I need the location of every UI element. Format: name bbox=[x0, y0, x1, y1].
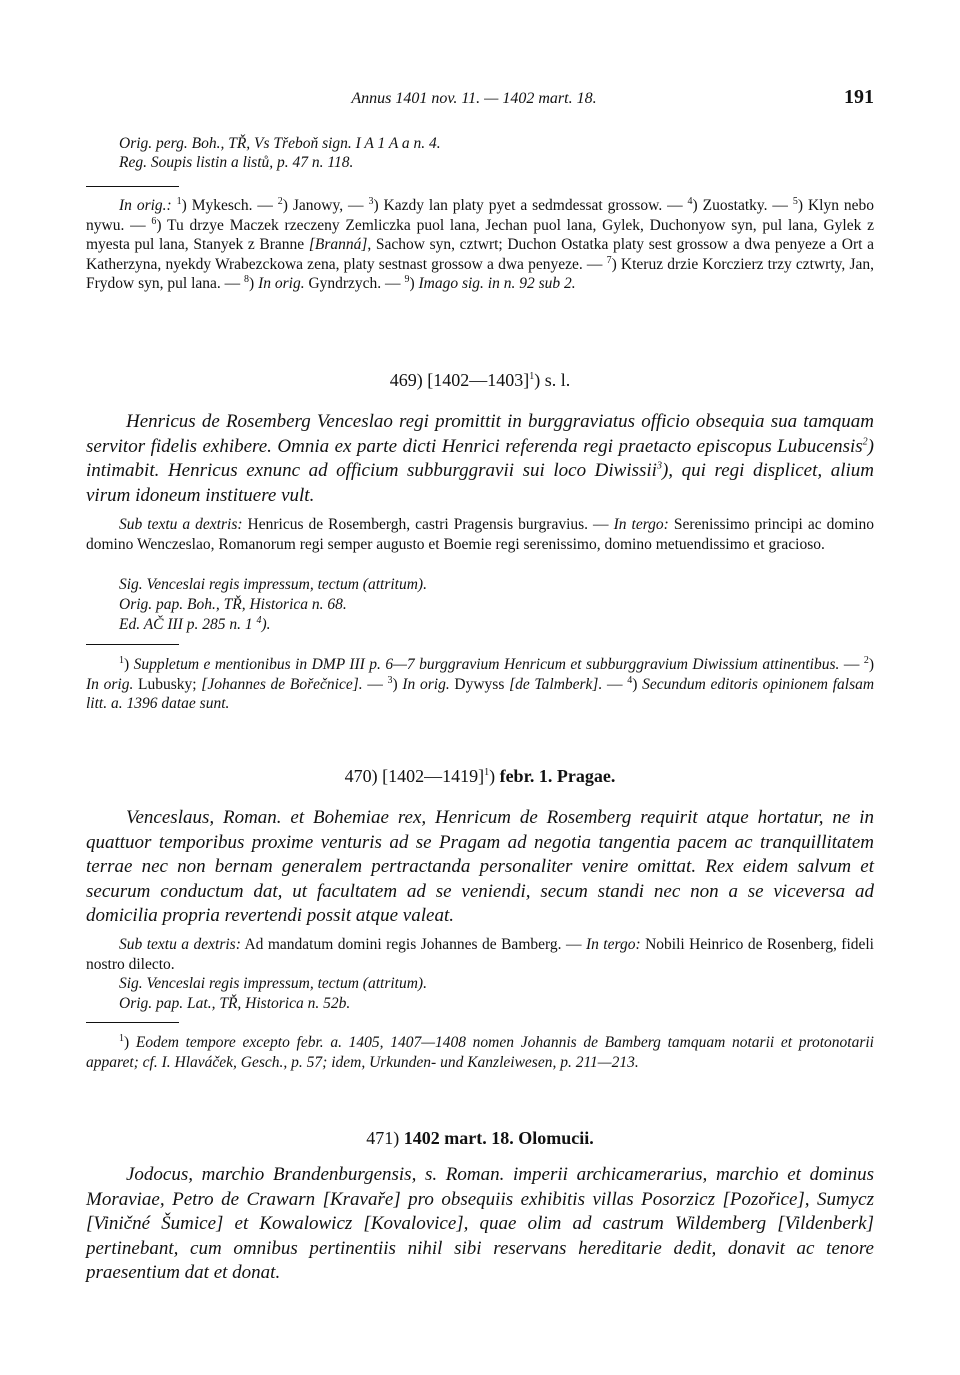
footnote-rule bbox=[86, 186, 179, 187]
doc-469-footnotes: $^1$) Suppletum e mentionibus in DMP III p. 6—7 burggravium Henricum et subburggravium Diwissium attinentibus. — $^2$) In orig. Lubusky; [Johannes de Bořečnice]. — $^3$) In orig. Dywyss [de Talmberk]. — $^4$) Secundum editoris opinionem falsam litt. a. 1396 datae sunt. bbox=[86, 654, 875, 712]
doc-469-regest: Henricus de Rosemberg Venceslao regi promittit in burggraviatus officio obsequia sua tamquam servitor fidelis exhibere. Omnia ex parte dicti Henrici referenda regi praetacto episcopus Lubucensis$^2$) intimabit. Henricus exnunc ad officium subburggravii sui loco Diwissii$^3$), qui regi displicet, alium virum idoneum instituere vult. bbox=[86, 411, 874, 506]
doc-471-regest: Jodocus, marchio Brandenburgensis, s. Roman. imperii archicamerarius, marchio et dominus Moraviae, Petro de Crawarn [Kravaře] pro obsequiis exhibitis villas Posorzicz [Pozořice], Sumycz [Viničné Šumice] et Kowalowicz [Kovalovice], quae olim ad castrum Wildemberg [Vildenberk] pertinebant, cum omnibus pertinentiis nihil sibi reservans hereditarie dedit, donavit ac tenore praesentium dat et donat. bbox=[86, 1164, 874, 1283]
page bbox=[86, 0, 874, 1375]
page-number: 191 bbox=[844, 86, 874, 108]
doc-470-footnotes: $^1$) Eodem tempore excepto febr. a. 1405, 1407—1408 nomen Johannis de Bamberg tamquam notarii et protonotarii apparet; cf. I. Hlaváček, Gesch., p. 57; idem, Urkunden- und Kanzleiwesen, p. 211—213. bbox=[86, 1032, 874, 1071]
doc-470-regest: Venceslaus, Roman. et Bohemiae rex, Henricum de Rosemberg requirit atque hortatur, ne in quattuor temporibus proxime venturis ad se Pragam ad negotia tangentia pacem ac tranquillitatem terrae nec non bernam generalem pertractanda personaliter venire omittat. Rex eidem salvum et securum conductum dat, ut facultatem ad se veniendi, secum standi nec non a se viceversa ad domicilia propria revertendi possit atque valeat. bbox=[86, 807, 874, 926]
doc-470-heading: 470) [1402—1419]$^1$) febr. 1. Pragae. bbox=[344, 766, 616, 786]
doc-469-heading: 469) [1402—1403]$^1$) s. l. bbox=[389, 370, 571, 390]
doc-469-sub-textu: Sub textu a dextris: Henricus de Rosembergh, castri Pragensis burgravius. — In tergo: Serenissimo principi ac domino domino Wenczeslao, Romanorum regi semper augusto et Boemie regi serenissimo, domino metuendissimo et gracioso. bbox=[86, 516, 875, 553]
doc-470-sig: Sig. Venceslai regis impressum, tectum (attritum). bbox=[119, 975, 427, 992]
footnote-rule bbox=[86, 644, 179, 645]
doc-470-sub-textu: Sub textu a dextris: Ad mandatum domini regis Johannes de Bamberg. — In tergo: Nobili Heinrico de Rosenberg, fideli nostro dilecto. bbox=[86, 936, 874, 973]
doc-469-sig: Sig. Venceslai regis impressum, tectum (attritum). bbox=[119, 576, 427, 593]
running-title: Annus 1401 nov. 11. — 1402 mart. 18. bbox=[351, 90, 597, 107]
footnote-rule bbox=[86, 1022, 179, 1023]
doc-470-orig: Orig. pap. Lat., TŘ, Historica n. 52b. bbox=[119, 995, 351, 1012]
doc-469-orig: Orig. pap. Boh., TŘ, Historica n. 68. bbox=[119, 596, 347, 613]
prev-reg-line: Reg. Soupis listin a listů, p. 47 n. 118. bbox=[119, 154, 354, 171]
doc-469-ed: Ed. AČ III p. 285 n. 1 $^4$). bbox=[119, 614, 271, 633]
prev-notes: In orig.: $^1$) Mykesch. — $^2$) Janowy, — $^3$) Kazdy lan platy pyet a sedmdessat grossow. — $^4$) Zuostatky. — $^5$) Klyn nebo nywu. — $^6$) Tu drzye Maczek rzeczeny Zemliczka puol lana, Jechan puol lana, Gylek, Duchonyow syn, pul lana, Gylek z myesta pul lana, Stanyek z Branne [Branná], Sachow syn, cztwrt; Duchon Ostatka platy sest grossow a dwa penyeze a Ort a Katherzyna, nyekdy Wrabezckowa zena, platy sestnast grossow a dwa penyeze. — $^7$) Kteruz drzie Korczierz trzy cztwrty, Jan, Frydow syn, pul lana. — $^8$) In orig. Gyndrzych. — $^9$) Imago sig. in n. 92 sub 2. bbox=[86, 195, 875, 292]
prev-orig-line: Orig. perg. Boh., TŘ, Vs Třeboň sign. I A 1 A a n. 4. bbox=[119, 135, 441, 152]
doc-471-heading: 471) 1402 mart. 18. Olomucii. bbox=[366, 1128, 594, 1148]
